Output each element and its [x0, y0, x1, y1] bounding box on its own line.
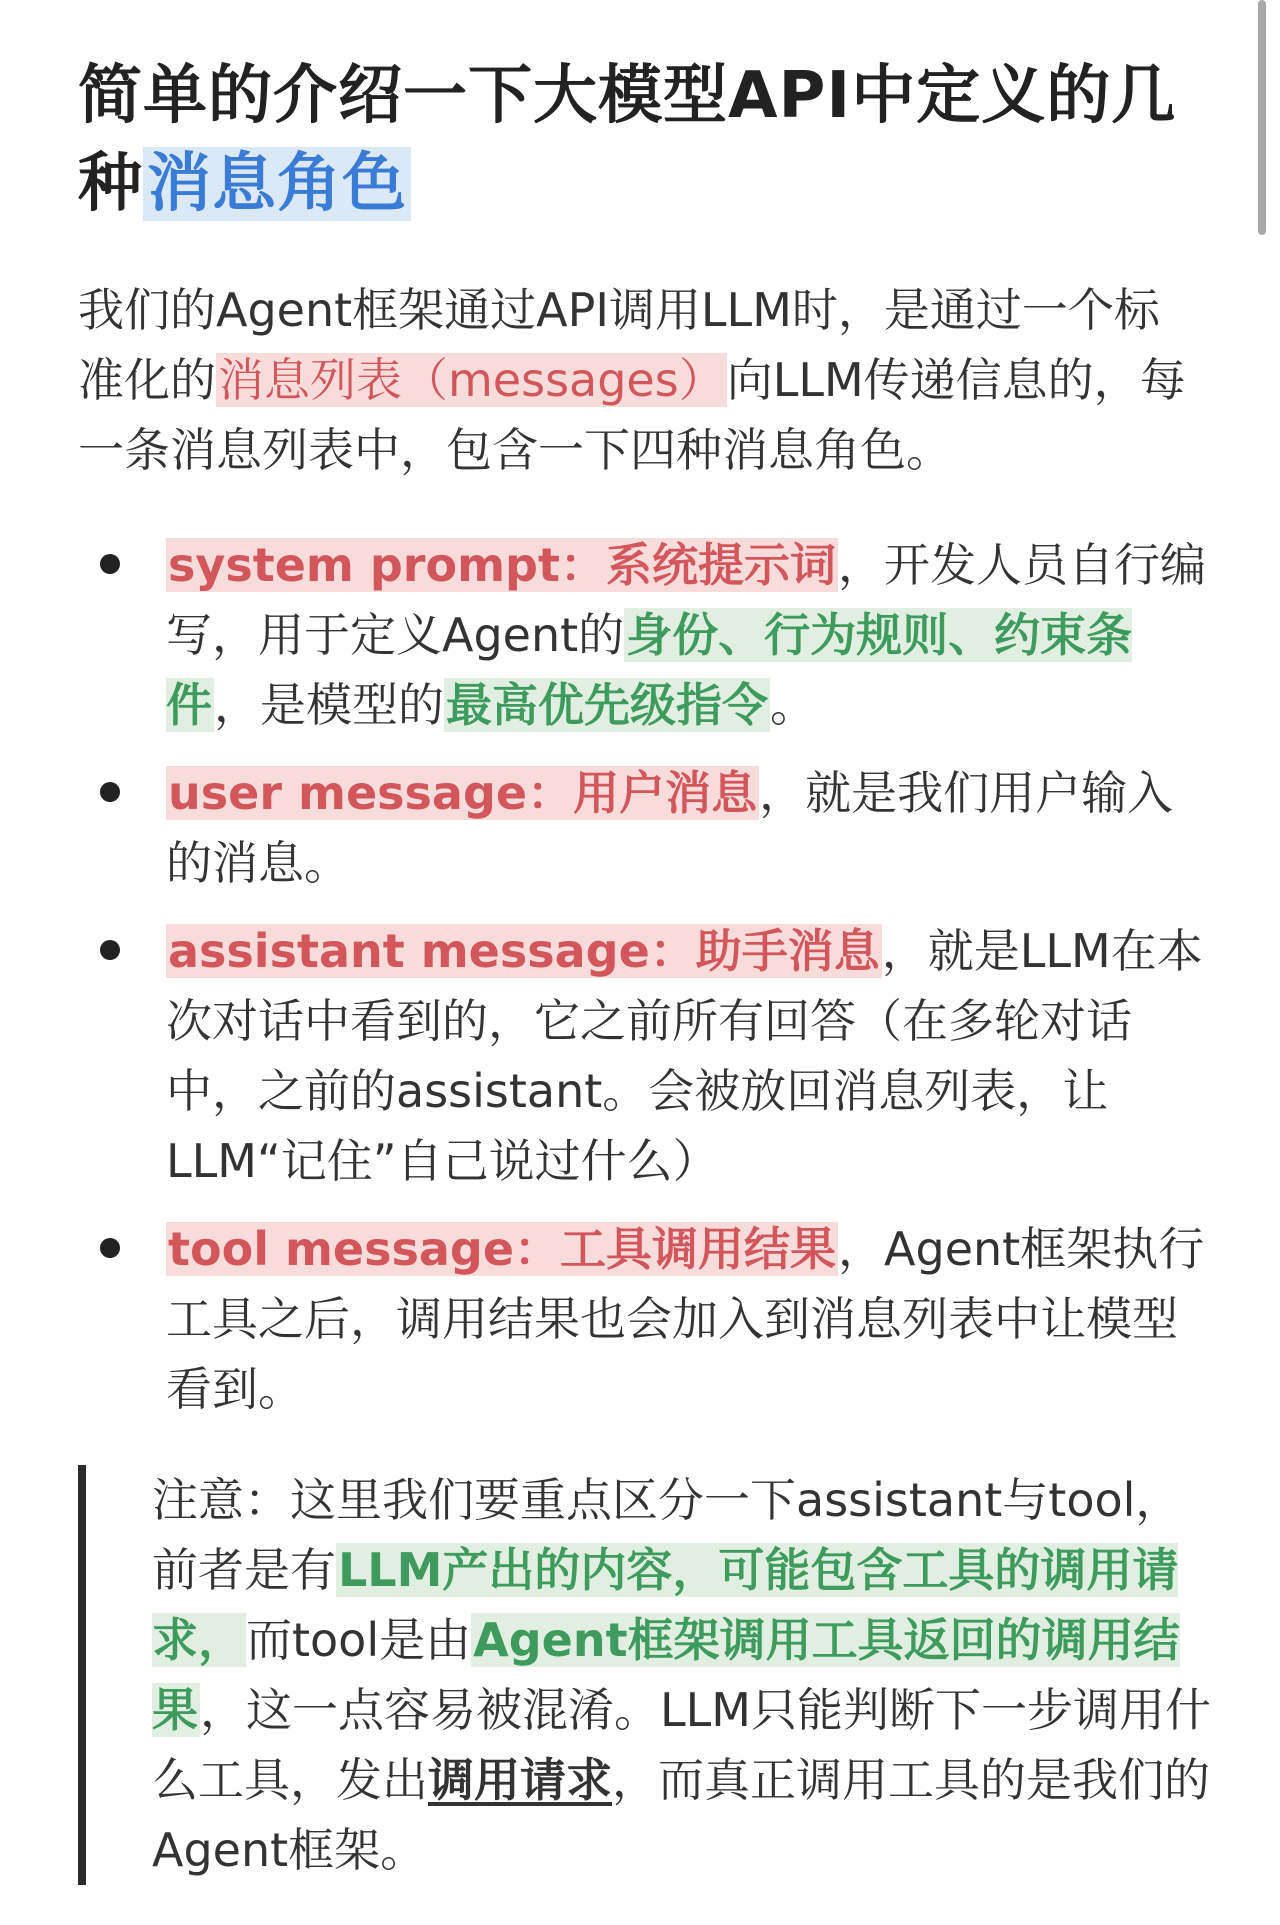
- list-item-assistant: [78, 916, 1208, 1196]
- list-item-user: [78, 758, 1208, 898]
- note-highlight: Agent框架调用工具返回的调用结果: [152, 1613, 1180, 1737]
- message-roles-list: [78, 530, 1208, 1442]
- note-text: 注意：这里我们要重点区分一下assistant与tool，前者是有: [152, 1473, 1182, 1597]
- scrollbar[interactable]: [1258, 0, 1266, 235]
- intro-text-2: 向LLM传递信息的，每一条消息列表中，包含一下四种消息角色。: [78, 353, 1186, 477]
- list-item-system: [78, 530, 1208, 740]
- role-text: ，就是LLM在本次对话中看到的，它之前所有回答（在多轮对话中，之前的assistant。会被放回消息列表，让LLM“记住”自己说过什么）: [166, 924, 1203, 1188]
- intro-highlight: 消息列表（messages）: [218, 353, 725, 407]
- role-label: user message：用户消息: [168, 766, 758, 820]
- bullet-dot-icon: [100, 1238, 120, 1258]
- intro-text-1: 我们的Agent框架通过API调用LLM时，是通过一个标准化的: [78, 283, 1160, 407]
- page-title: [78, 52, 1208, 228]
- bullet-dot-icon: [100, 782, 120, 802]
- list-item-tool: [78, 1214, 1208, 1424]
- title-text: 简单的介绍一下大模型API中定义的几种: [78, 59, 1177, 221]
- role-label: tool message：工具调用结果: [168, 1222, 837, 1276]
- role-highlight: 身份、行为规则、约束条件: [166, 608, 1133, 732]
- note-blockquote: [78, 1465, 1212, 1885]
- note-text: 而tool是由: [246, 1613, 472, 1667]
- intro-paragraph: [78, 275, 1188, 485]
- note-underline: 调用请求: [428, 1753, 612, 1807]
- role-label: system prompt：系统提示词: [168, 538, 836, 592]
- role-text: ，开发人员自行编写，用于定义Agent的: [166, 538, 1206, 662]
- role-text: ，是模型的: [214, 678, 444, 732]
- role-text: 。: [770, 678, 816, 732]
- role-highlight: 最高优先级指令: [446, 678, 768, 732]
- bullet-dot-icon: [100, 940, 120, 960]
- note-highlight: LLM产出的内容，可能包含工具的调用请求，: [152, 1543, 1179, 1667]
- bullet-dot-icon: [100, 554, 120, 574]
- title-highlight: 消息角色: [143, 147, 411, 221]
- role-text: ，就是我们用户输入的消息。: [166, 766, 1174, 890]
- role-text: ，Agent框架执行工具之后，调用结果也会加入到消息列表中让模型看到。: [166, 1222, 1205, 1416]
- note-text: ，这一点容易被混淆。LLM只能判断下一步调用什么工具，发出: [152, 1683, 1211, 1807]
- note-text: ，而真正调用工具的是我们的Agent框架。: [152, 1753, 1210, 1877]
- role-label: assistant message：助手消息: [168, 924, 880, 978]
